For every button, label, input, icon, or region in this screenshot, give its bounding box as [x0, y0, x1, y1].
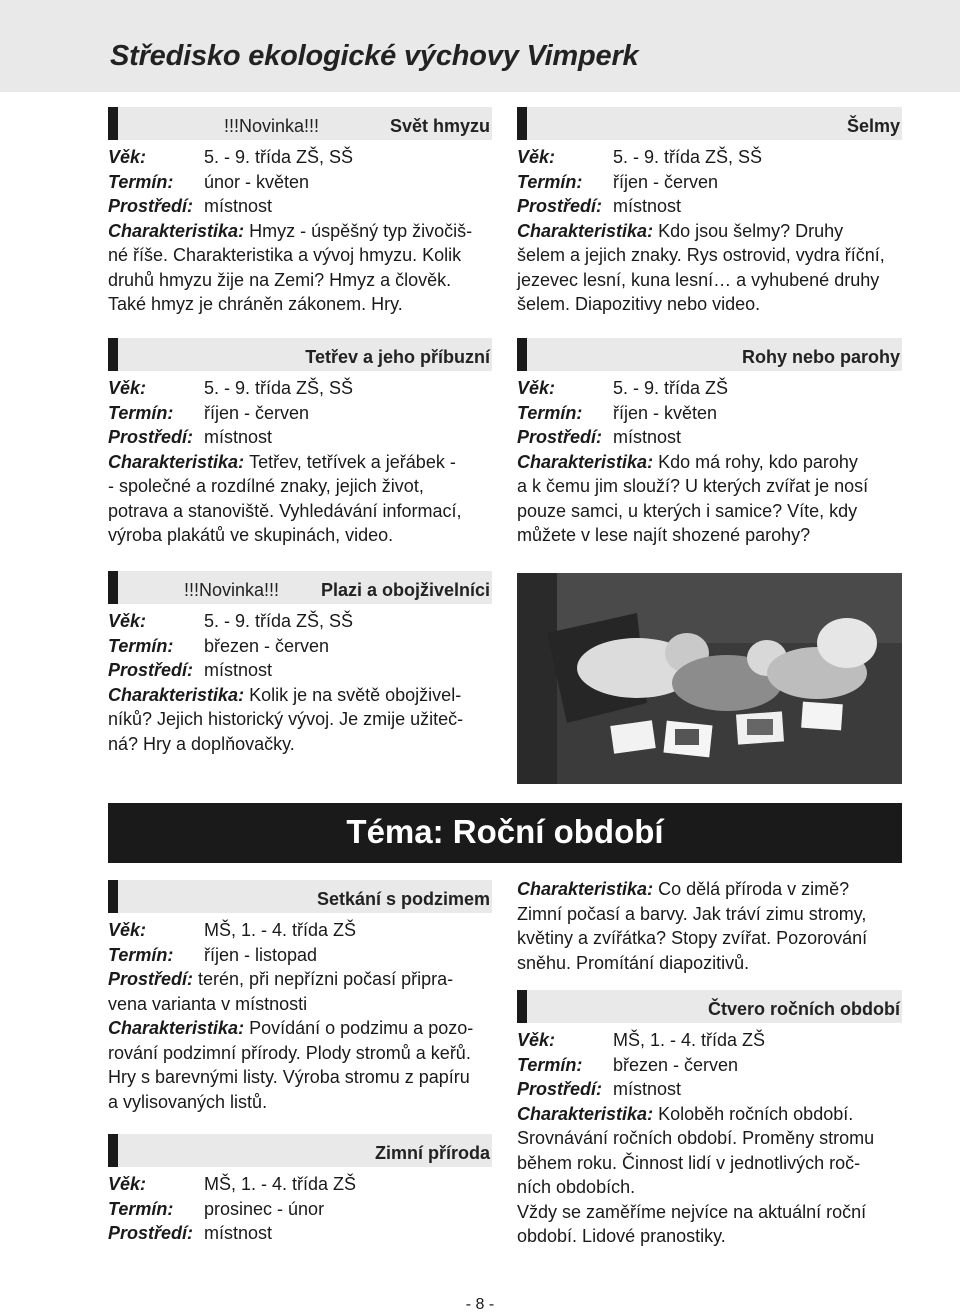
heading-marker — [108, 880, 118, 913]
term-label: Termín: — [517, 402, 583, 423]
term-label: Termín: — [517, 1054, 583, 1075]
children-photo — [517, 573, 902, 784]
place-label: Prostředí: — [108, 969, 194, 989]
program-details — [108, 1172, 492, 1246]
term-label: Termín: — [108, 171, 174, 192]
age-label: Věk: — [517, 147, 556, 167]
program-title: Rohy nebo parohy — [741, 347, 900, 367]
program-details — [517, 1028, 902, 1249]
char-line: jezevec lesní, kuna lesní… a vyhubené druhy — [517, 269, 880, 290]
place-value: místnost — [613, 196, 682, 216]
place-label: Prostředí: — [108, 1223, 194, 1243]
char-label: Charakteristika: — [108, 1018, 245, 1038]
char-label: Charakteristika: — [517, 1103, 654, 1124]
theme-title: Téma: Roční období — [346, 813, 664, 850]
heading-marker — [108, 107, 118, 140]
age-value: 5. - 9. třída ZŠ, SŠ — [204, 611, 354, 631]
char-line: Koloběh ročních období. — [658, 1103, 854, 1124]
term-value: říjen - červen — [613, 171, 719, 192]
term-value: březen - červen — [204, 635, 330, 656]
char-label: Charakteristika: — [108, 684, 245, 705]
age-label: Věk: — [108, 611, 147, 631]
term-value: březen - červen — [613, 1054, 739, 1075]
term-value: únor - květen — [204, 171, 310, 192]
char-line: druhů hmyzu žije na Zemi? Hmyz a člověk. — [108, 269, 452, 290]
theme-banner — [108, 803, 902, 863]
place-label: Prostředí: — [517, 1079, 603, 1099]
char-line: Tetřev, tetřívek a jeřábek - — [249, 451, 456, 472]
program-svet-hmyzu — [108, 107, 492, 317]
heading-marker — [517, 107, 527, 140]
program-details — [517, 145, 902, 317]
char-label: Charakteristika: — [108, 451, 245, 472]
char-line: potrava a stanoviště. Vyhledávání informací, — [108, 500, 462, 521]
age-value: 5. - 9. třída ZŠ, SŠ — [204, 147, 354, 167]
term-label: Termín: — [108, 944, 174, 965]
char-line: Kdo má rohy, kdo parohy — [658, 451, 858, 472]
age-value: MŠ, 1. - 4. třída ZŠ — [204, 1174, 357, 1194]
char-line: období. Lidové pranostiky. — [517, 1226, 726, 1246]
term-label: Termín: — [108, 402, 174, 423]
char-line: Také hmyz je chráněn zákonem. Hry. — [108, 294, 403, 314]
program-title: Tetřev a jeho příbuzní — [305, 347, 490, 367]
term-value: říjen - listopad — [204, 944, 318, 965]
program-title: Svět hmyzu — [389, 116, 490, 136]
novinka-label: !!!Novinka!!! — [224, 116, 320, 136]
term-value: říjen - červen — [204, 402, 310, 423]
char-line: Zimní počasí a barvy. Jak tráví zimu stromy, — [517, 903, 867, 924]
place-value: místnost — [204, 1223, 273, 1243]
term-value: říjen - květen — [613, 402, 718, 423]
char-label: Charakteristika: — [517, 220, 654, 241]
program-heading-bar — [108, 338, 492, 371]
age-value: MŠ, 1. - 4. třída ZŠ — [204, 920, 357, 940]
place-value: místnost — [613, 427, 682, 447]
program-title: Plazi a obojživelníci — [320, 580, 490, 600]
program-zimni-priroda — [108, 1134, 492, 1246]
page-number: - 8 - — [465, 1296, 495, 1313]
char-line: - společné a rozdílné znaky, jejich život, — [108, 476, 424, 496]
char-line: Kdo jsou šelmy? Druhy — [658, 220, 844, 241]
program-heading-bar — [517, 990, 902, 1023]
program-tetrev — [108, 338, 492, 548]
heading-marker — [517, 990, 527, 1023]
age-label: Věk: — [108, 147, 147, 167]
heading-marker — [108, 1134, 118, 1167]
program-details — [108, 145, 492, 317]
char-line: výroba plakátů ve skupinách, video. — [108, 525, 394, 545]
heading-marker — [517, 338, 527, 371]
program-details — [108, 609, 492, 756]
age-label: Věk: — [108, 1174, 147, 1194]
place-label: Prostředí: — [517, 196, 603, 216]
program-heading-bar — [517, 107, 902, 140]
age-value: MŠ, 1. - 4. třída ZŠ — [613, 1030, 766, 1050]
place-line: vena varianta v místnosti — [108, 993, 308, 1014]
program-plazi — [108, 571, 492, 756]
char-line: Co dělá příroda v zimě? — [658, 879, 850, 899]
program-title: Čtvero ročních období — [707, 999, 900, 1019]
char-label: Charakteristika: — [517, 451, 654, 472]
novinka-label: !!!Novinka!!! — [184, 580, 280, 600]
place-line: terén, při nepřízni počasí připra- — [198, 969, 454, 989]
char-line: né říše. Charakteristika a vývoj hmyzu. Kolik — [108, 245, 462, 265]
program-heading-bar — [108, 107, 492, 140]
char-line: sněhu. Promítání diapozitivů. — [517, 952, 750, 973]
program-title: Šelmy — [846, 116, 900, 136]
program-details — [108, 376, 492, 548]
char-line: níků? Jejich historický vývoj. Je zmije užiteč- — [108, 709, 464, 729]
age-value: 5. - 9. třída ZŠ, SŠ — [613, 147, 763, 167]
place-value: místnost — [613, 1079, 682, 1099]
program-details — [517, 376, 902, 548]
char-line: ních obdobích. — [517, 1177, 636, 1197]
age-label: Věk: — [517, 1030, 556, 1050]
program-zimni-priroda-characteristics — [517, 877, 902, 975]
char-line: Kolik je na světě obojživel- — [249, 684, 462, 705]
char-line: šelem. Diapozitivy nebo video. — [517, 294, 761, 314]
char-line: Hmyz - úspěšný typ živočiš- — [249, 220, 473, 241]
program-title: Setkání s podzimem — [316, 889, 490, 909]
term-value: prosinec - únor — [204, 1198, 325, 1219]
char-line: Hry s barevnými listy. Výroba stromu z papíru — [108, 1067, 470, 1087]
place-value: místnost — [204, 196, 273, 216]
age-label: Věk: — [108, 378, 147, 398]
term-label: Termín: — [108, 1198, 174, 1219]
char-line: Vždy se zaměříme nejvíce na aktuální roční — [517, 1201, 867, 1222]
heading-marker — [108, 571, 118, 604]
place-label: Prostředí: — [108, 660, 194, 680]
char-line: Srovnávání ročních období. Proměny stromu — [517, 1128, 875, 1148]
char-line: Povídání o podzimu a pozo- — [249, 1018, 474, 1038]
program-details — [517, 877, 902, 975]
age-value: 5. - 9. třída ZŠ, SŠ — [204, 378, 354, 398]
children-photo-illustration — [517, 573, 902, 784]
place-value: místnost — [204, 427, 273, 447]
char-line: a vylisovaných listů. — [108, 1091, 268, 1112]
char-line: během roku. Činnost lidí v jednotlivých roč- — [517, 1152, 861, 1173]
term-label: Termín: — [517, 171, 583, 192]
program-selmy — [517, 107, 902, 317]
char-line: rování podzimní přírody. Plody stromů a keřů. — [108, 1042, 471, 1063]
term-label: Termín: — [108, 635, 174, 656]
char-line: šelem a jejich znaky. Rys ostrovid, vydra říční, — [517, 245, 885, 265]
place-label: Prostředí: — [108, 196, 194, 216]
program-heading-bar — [517, 338, 902, 371]
program-details — [108, 918, 492, 1114]
place-label: Prostředí: — [108, 427, 194, 447]
page-title: Středisko ekologické výchovy Vimperk — [110, 40, 639, 72]
char-label: Charakteristika: — [517, 879, 654, 899]
age-value: 5. - 9. třída ZŠ — [613, 378, 729, 398]
header-banner — [0, 0, 960, 92]
program-ctvero-obdobi — [517, 990, 902, 1249]
place-value: místnost — [204, 660, 273, 680]
char-line: pouze samci, u kterých i samice? Víte, kdy — [517, 500, 858, 521]
age-label: Věk: — [108, 920, 147, 940]
program-heading-bar — [108, 1134, 492, 1167]
char-line: a k čemu jim slouží? U kterých zvířat je nosí — [517, 476, 869, 496]
char-line: květiny a zvířátka? Stopy zvířat. Pozorování — [517, 928, 868, 948]
char-line: můžete v lese najít shozené parohy? — [517, 525, 811, 545]
char-line: ná? Hry a doplňovačky. — [108, 733, 295, 754]
program-heading-bar — [108, 880, 492, 913]
heading-marker — [108, 338, 118, 371]
age-label: Věk: — [517, 378, 556, 398]
program-heading-bar — [108, 571, 492, 604]
char-label: Charakteristika: — [108, 220, 245, 241]
program-title: Zimní příroda — [374, 1143, 490, 1163]
program-podzim — [108, 880, 492, 1114]
program-rohy — [517, 338, 902, 548]
place-label: Prostředí: — [517, 427, 603, 447]
